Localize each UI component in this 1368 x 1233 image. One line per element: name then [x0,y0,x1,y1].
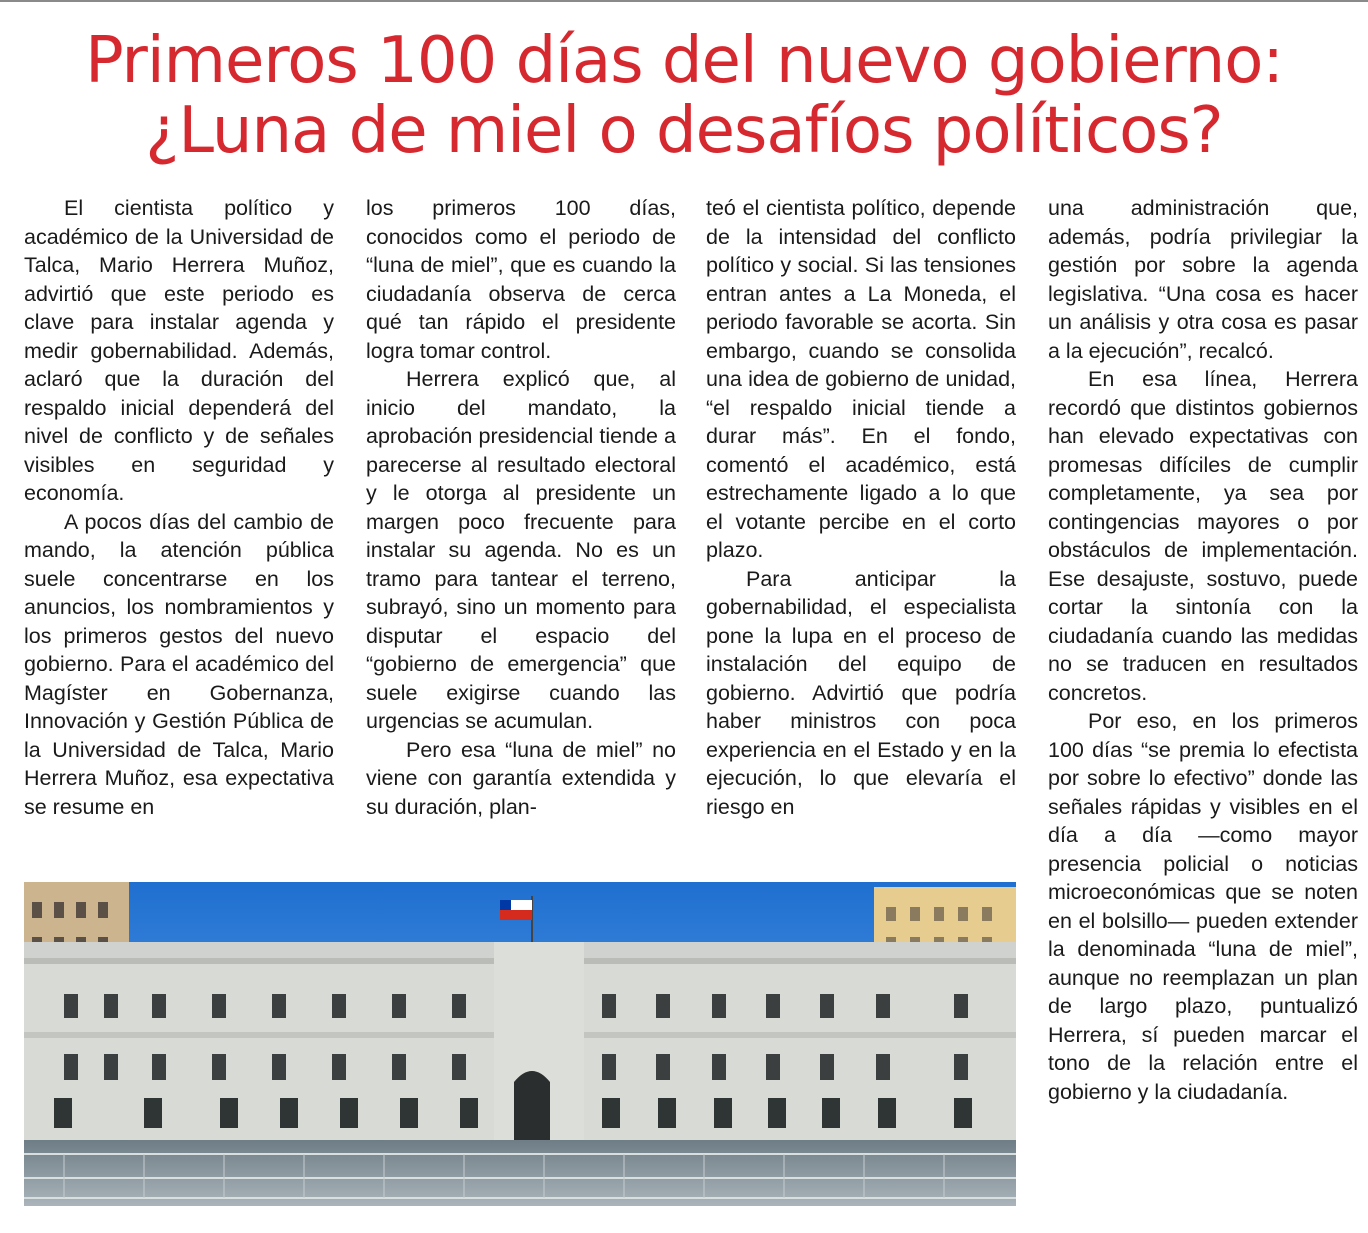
article-column-2 [366,194,676,821]
article-column-3 [706,194,1016,821]
paragraph: teó el cientista político, depende de la intensidad del conflicto político y social. Si las tensiones entran antes a La Moneda, el periodo favorable se acorta. Sin embargo, cuando se consolida una idea de gobierno de unidad, “el respaldo inicial tiende a durar más”. En el fondo, comentó el académico, está estrechamente ligado a lo que el votante percibe en el corto plazo. [706,196,1016,562]
paragraph: El cientista político y académico de la Universidad de Talca, Mario Herrera Muñoz, advirtió que este periodo es clave para instalar agenda y medir gobernabilidad. Además, aclaró que la duración del respaldo inicial dependerá del nivel de conflicto y de señales visibles en seguridad y economía. [24,196,334,505]
paragraph: En esa línea, Herrera recordó que distintos gobiernos han elevado expectativas con promesas difíciles de cumplir completamente, ya sea por contingencias mayores o por obstáculos de implementación. Ese desajuste, sostuvo, puede cortar la sintonía con la ciudadanía cuando las medidas no se traducen en resultados concretos. [1048,367,1358,705]
paragraph: una administración que, además, podría privilegiar la gestión por sobre la agenda legislativa. “Una cosa es hacer un análisis y otra cosa es pasar a la ejecución”, recalcó. [1048,196,1358,363]
article-column-1 [24,194,334,821]
palace-door [514,1071,550,1142]
headline-line-2: ¿Luna de miel o desafíos políticos? [145,94,1223,168]
paragraph: A pocos días del cambio de mando, la atención pública suele concentrarse en los anuncios, los nombramientos y los primeros gestos del nuevo gobierno. Para el académico del Magíster en Gobernanza, Innovación y Gestión Pública de la Universidad de Talca, Mario Herrera Muñoz, esa expectativa se resume en [24,509,334,819]
article-column-4 [1048,194,1358,1106]
headline-line-1: Primeros 100 días del nuevo gobierno: [85,24,1283,98]
plaza [24,1140,1016,1206]
la-moneda-photo [24,882,1016,1206]
paragraph: Herrera explicó que, al inicio del mandato, la aprobación presidencial tiende a parecerse al resultado electoral y le otorga al presidente un margen poco frecuente para instalar su agenda. No es un tramo para tantear el terreno, subrayó, sino un momento para disputar el espacio del “gobierno de emergencia” que suele exigirse cuando las urgencias se acumulan. [366,367,676,733]
paragraph: Pero esa “luna de miel” no viene con garantía extendida y su duración, plan- [366,737,676,819]
palace-facade [24,942,1016,1142]
top-rule [0,0,1368,2]
headline [0,26,1368,166]
paragraph: Por eso, en los primeros 100 días “se premia lo efectista por sobre lo efectivo” donde las señales rápidas y visibles en el día a día —como mayor presencia policial o noticias microeconómicas que se noten en el bolsillo— pueden extender la denominada “luna de miel”, aunque no reemplazan un plan de largo plazo, puntualizó Herrera, sí pueden marcar el tono de la relación entre el gobierno y la ciudadanía. [1048,709,1358,1104]
paragraph: los primeros 100 días, conocidos como el periodo de “luna de miel”, que es cuando la ciudadanía observa de cerca qué tan rápido el presidente logra tomar control. [366,196,676,363]
paragraph: Para anticipar la gobernabilidad, el especialista pone la lupa en el proceso de instalación del equipo de gobierno. Advirtió que podría haber ministros con poca experiencia en el Estado y en la ejecución, lo que elevaría el riesgo en [706,566,1016,819]
